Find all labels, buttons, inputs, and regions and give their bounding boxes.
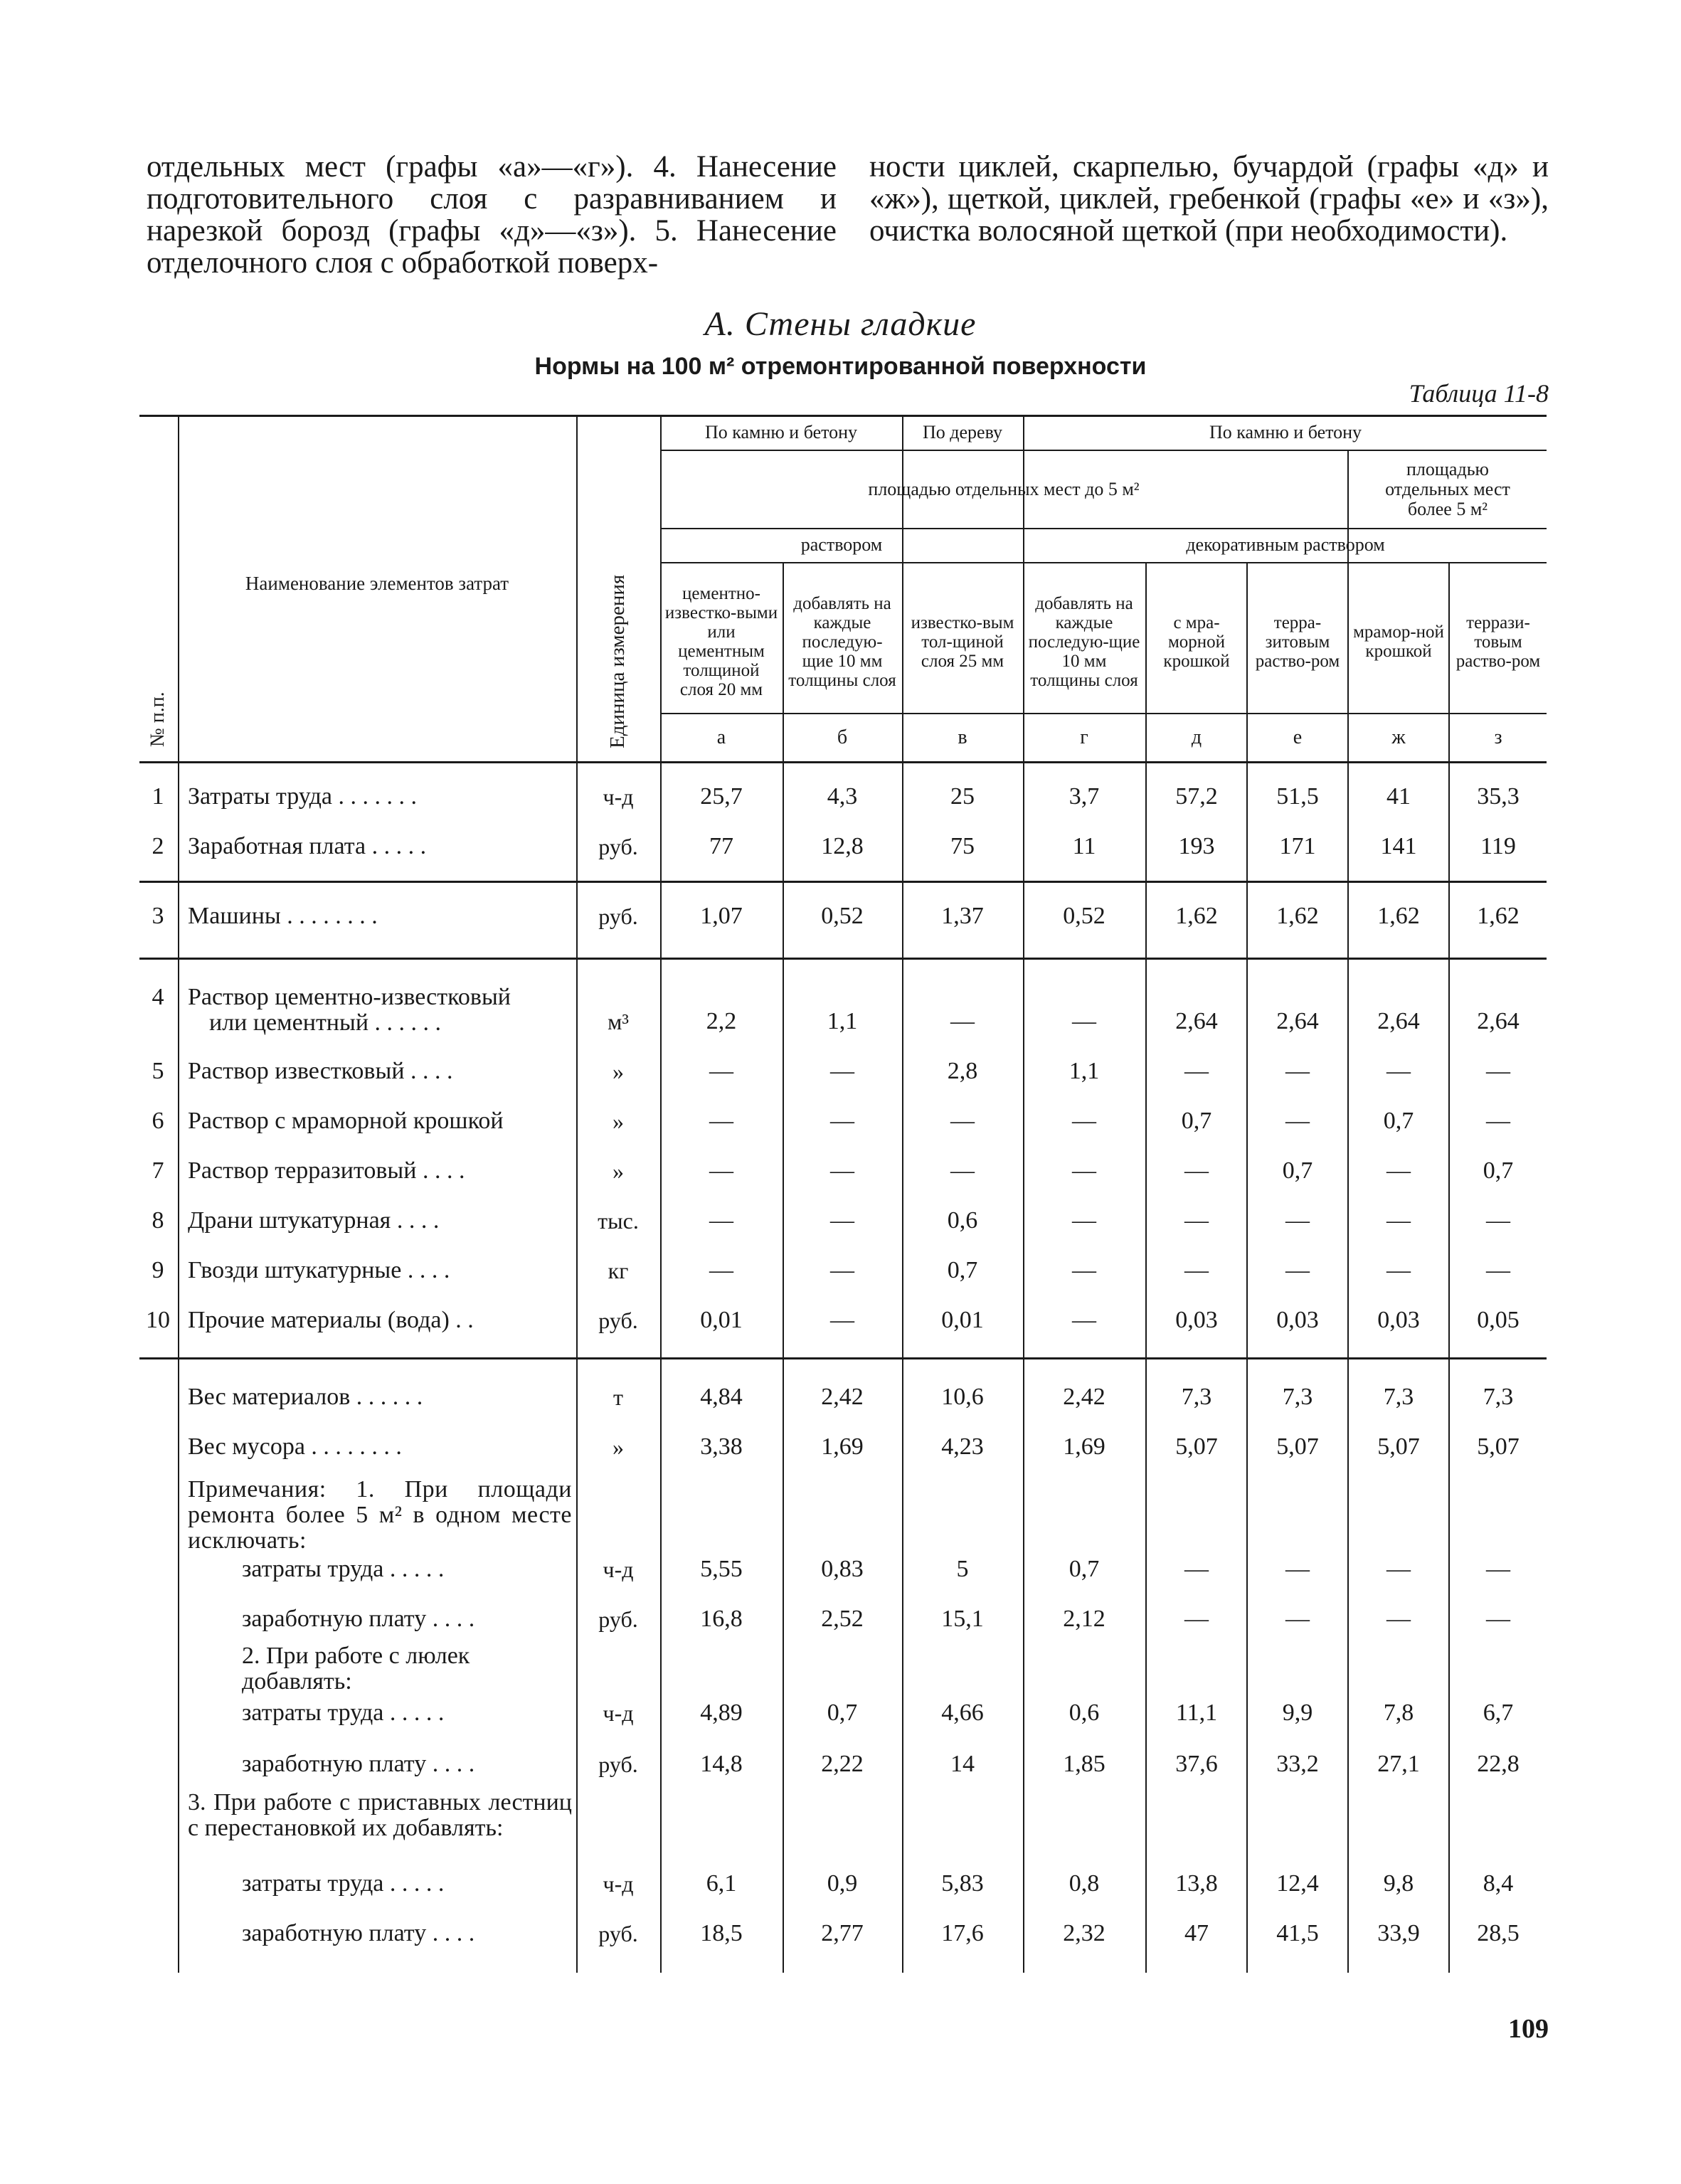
header-letter-д: д bbox=[1191, 726, 1202, 748]
row-value-д: — bbox=[1184, 1058, 1209, 1084]
header-group-stone-2: По камню и бетону bbox=[1209, 422, 1362, 442]
row-value-д: 2,64 bbox=[1175, 1008, 1218, 1034]
row-value-б: — bbox=[830, 1108, 854, 1134]
row-value-б: — bbox=[830, 1257, 854, 1283]
note-row-value-г: 1,85 bbox=[1063, 1751, 1105, 1777]
note-row-value-з: 6,7 bbox=[1483, 1700, 1514, 1726]
row-unit: кг bbox=[608, 1258, 629, 1283]
row-value-д: — bbox=[1184, 1207, 1209, 1234]
row-value-б: — bbox=[830, 1307, 854, 1333]
note-row-value-з: 28,5 bbox=[1477, 1920, 1520, 1946]
header-letter-е: е bbox=[1293, 726, 1303, 748]
note-row-value-д: 37,6 bbox=[1175, 1751, 1218, 1777]
note-row-value-б: 0,83 bbox=[821, 1556, 864, 1582]
row-value-е: — bbox=[1285, 1257, 1310, 1283]
row-unit: руб. bbox=[598, 903, 638, 929]
header-letter-з: з bbox=[1494, 726, 1502, 748]
intro-right-column: ности циклей, скарпелью, бучардой (графы «д» и «ж»), щеткой, циклей, гребенкой (графы «е» и «з»), очистка волосяной щеткой (при необходимости). bbox=[869, 150, 1549, 248]
note-row-name: затраты труда . . . . . bbox=[242, 1700, 445, 1726]
header-deco-mortar: декоративным раствором bbox=[1186, 534, 1385, 555]
row-name: Раствор с мраморной крошкой bbox=[188, 1108, 504, 1134]
row-name: Заработная плата . . . . . bbox=[188, 834, 427, 859]
row-value-а: 1,07 bbox=[700, 903, 743, 929]
row-number: 2 bbox=[152, 833, 164, 859]
note-2-title: 2. При работе с люлек добавлять: bbox=[242, 1643, 470, 1695]
note-row-value-а: 14,8 bbox=[700, 1751, 743, 1777]
row-value-в: 75 bbox=[950, 833, 975, 859]
note-row-value-ж: 27,1 bbox=[1377, 1751, 1420, 1777]
vline-num bbox=[178, 415, 179, 1973]
note-row-value-д: — bbox=[1184, 1606, 1209, 1632]
note-row-value-ж: — bbox=[1386, 1556, 1411, 1582]
row-name: Вес материалов . . . . . . bbox=[188, 1384, 423, 1410]
note-row-value-з: — bbox=[1486, 1556, 1510, 1582]
header-mortar: раствором bbox=[800, 534, 883, 555]
row-value-а: 25,7 bbox=[700, 783, 743, 810]
note-row-unit: ч-д bbox=[603, 1557, 634, 1582]
note-row-value-з: 8,4 bbox=[1483, 1870, 1514, 1897]
row-value-г: 11 bbox=[1072, 833, 1096, 859]
row-value-ж: 0,03 bbox=[1377, 1307, 1420, 1333]
row-value-з: 0,7 bbox=[1483, 1157, 1514, 1184]
row-value-а: — bbox=[709, 1157, 733, 1184]
table-number: Таблица 11-8 bbox=[1409, 379, 1549, 408]
row-number: 7 bbox=[152, 1157, 164, 1184]
note-row-value-ж: — bbox=[1386, 1606, 1411, 1632]
note-row-value-з: 22,8 bbox=[1477, 1751, 1520, 1777]
note-row-value-б: 2,52 bbox=[821, 1606, 864, 1632]
header-rule-3 bbox=[660, 562, 1547, 563]
row-value-б: 2,42 bbox=[821, 1384, 864, 1410]
row-name: Раствор цементно-известковый bbox=[188, 985, 511, 1010]
row-value-г: — bbox=[1072, 1108, 1096, 1134]
row-value-д: — bbox=[1184, 1157, 1209, 1184]
row-value-в: 25 bbox=[950, 783, 975, 810]
row-value-а: — bbox=[709, 1108, 733, 1134]
row-unit: руб. bbox=[598, 1308, 638, 1333]
row-unit: » bbox=[613, 1434, 624, 1460]
row-value-з: 2,64 bbox=[1477, 1008, 1520, 1034]
row-value-б: 12,8 bbox=[821, 833, 864, 859]
row-number: 9 bbox=[152, 1257, 164, 1283]
header-unit: Единица измерения bbox=[606, 574, 629, 748]
row-value-в: 0,01 bbox=[941, 1307, 984, 1333]
row-value-д: — bbox=[1184, 1257, 1209, 1283]
row-value-г: — bbox=[1072, 1307, 1096, 1333]
note-row-value-б: 2,22 bbox=[821, 1751, 864, 1777]
note-row-unit: руб. bbox=[598, 1751, 638, 1777]
row-value-в: 2,8 bbox=[947, 1058, 978, 1084]
note-row-name: заработную плату . . . . bbox=[242, 1606, 475, 1632]
norms-title: Нормы на 100 м² отремонтированной поверхности bbox=[534, 353, 1147, 380]
rule-after-row10 bbox=[139, 1357, 1547, 1359]
row-value-б: 4,3 bbox=[827, 783, 858, 810]
note-row-unit: руб. bbox=[598, 1606, 638, 1632]
row-value-ж: 2,64 bbox=[1377, 1008, 1420, 1034]
row-name: Затраты труда . . . . . . . bbox=[188, 784, 418, 810]
header-col-г: добавлять на каждые последую-щие 10 мм толщины слоя bbox=[1028, 593, 1140, 690]
note-row-unit: ч-д bbox=[603, 1871, 634, 1897]
note-row-value-а: 4,89 bbox=[700, 1700, 743, 1726]
row-unit: м³ bbox=[608, 1009, 629, 1034]
row-value-а: 77 bbox=[709, 833, 733, 859]
row-value-д: 0,03 bbox=[1175, 1307, 1218, 1333]
row-value-е: 51,5 bbox=[1276, 783, 1319, 810]
row-value-ж: — bbox=[1386, 1058, 1411, 1084]
row-value-з: 7,3 bbox=[1483, 1384, 1514, 1410]
note-row-value-е: 33,2 bbox=[1276, 1751, 1319, 1777]
row-number: 10 bbox=[146, 1307, 170, 1333]
row-value-а: — bbox=[709, 1257, 733, 1283]
note-row-value-е: 12,4 bbox=[1276, 1870, 1319, 1897]
row-value-з: — bbox=[1486, 1058, 1510, 1084]
rule-after-row2 bbox=[139, 881, 1547, 883]
header-col-в: известко-вым тол-щиной слоя 25 мм bbox=[911, 613, 1014, 671]
header-group-stone-1: По камню и бетону bbox=[704, 422, 858, 442]
row-value-а: 2,2 bbox=[706, 1008, 737, 1034]
note-row-unit: руб. bbox=[598, 1921, 638, 1946]
row-name: Вес мусора . . . . . . . . bbox=[188, 1434, 402, 1460]
row-name: Машины . . . . . . . . bbox=[188, 903, 378, 929]
note-row-value-г: 0,6 bbox=[1068, 1700, 1100, 1726]
row-value-а: — bbox=[709, 1058, 733, 1084]
row-value-г: — bbox=[1072, 1257, 1096, 1283]
note-row-value-а: 16,8 bbox=[700, 1606, 743, 1632]
row-value-з: — bbox=[1486, 1108, 1510, 1134]
row-value-д: 57,2 bbox=[1175, 783, 1218, 810]
note-row-value-е: — bbox=[1285, 1606, 1310, 1632]
row-unit: ч-д bbox=[603, 784, 634, 810]
note-row-value-ж: 33,9 bbox=[1377, 1920, 1420, 1946]
header-letter-в: в bbox=[958, 726, 967, 748]
header-letter-ж: ж bbox=[1391, 726, 1406, 748]
note-row-name: заработную плату . . . . bbox=[242, 1751, 475, 1777]
row-value-в: 0,7 bbox=[947, 1257, 978, 1283]
note-row-value-д: — bbox=[1184, 1556, 1209, 1582]
row-value-ж: 0,7 bbox=[1383, 1108, 1414, 1134]
row-value-ж: 41 bbox=[1386, 783, 1411, 810]
row-number: 8 bbox=[152, 1207, 164, 1234]
row-value-б: 1,69 bbox=[821, 1433, 864, 1460]
row-value-в: 1,37 bbox=[941, 903, 984, 929]
note-row-value-а: 18,5 bbox=[700, 1920, 743, 1946]
header-letter-а: а bbox=[716, 726, 726, 748]
row-value-а: 4,84 bbox=[700, 1384, 743, 1410]
row-value-е: 2,64 bbox=[1276, 1008, 1319, 1034]
header-col-ж: мрамор-ной крошкой bbox=[1353, 622, 1444, 661]
note-row-value-д: 11,1 bbox=[1175, 1700, 1218, 1726]
row-value-а: — bbox=[709, 1207, 733, 1234]
note-row-value-б: 2,77 bbox=[821, 1920, 864, 1946]
note-row-value-в: 14 bbox=[950, 1751, 975, 1777]
row-value-г: 1,69 bbox=[1063, 1433, 1105, 1460]
row-value-ж: 5,07 bbox=[1377, 1433, 1420, 1460]
note-row-value-в: 4,66 bbox=[941, 1700, 984, 1726]
row-name: Раствор известковый . . . . bbox=[188, 1059, 453, 1084]
row-unit: » bbox=[613, 1108, 624, 1134]
header-area-large: площадью отдельных мест более 5 м² bbox=[1385, 459, 1510, 519]
row-value-е: 0,03 bbox=[1276, 1307, 1319, 1333]
note-row-value-д: 13,8 bbox=[1175, 1870, 1218, 1897]
header-rule-1 bbox=[660, 450, 1547, 451]
row-value-в: — bbox=[950, 1108, 975, 1134]
row-name: Драни штукатурная . . . . bbox=[188, 1208, 440, 1234]
header-group-wood: По дереву bbox=[923, 422, 1002, 442]
row-unit: тыс. bbox=[598, 1208, 639, 1234]
section-title: А. Стены гладкие bbox=[704, 305, 977, 343]
row-name: Раствор терразитовый . . . . bbox=[188, 1158, 465, 1184]
row-value-з: 1,62 bbox=[1477, 903, 1520, 929]
row-unit: » bbox=[613, 1158, 624, 1184]
row-value-е: 1,62 bbox=[1276, 903, 1319, 929]
row-unit: руб. bbox=[598, 834, 638, 859]
row-unit: т bbox=[613, 1384, 623, 1410]
row-value-е: — bbox=[1285, 1207, 1310, 1234]
header-col-е: терра-зитовым раство-ром bbox=[1255, 613, 1340, 671]
header-col-з: террази-товым раство-ром bbox=[1455, 613, 1541, 671]
row-value-е: — bbox=[1285, 1108, 1310, 1134]
row-value-ж: 141 bbox=[1380, 833, 1417, 859]
note-row-name: заработную плату . . . . bbox=[242, 1921, 475, 1946]
row-value-г: 1,1 bbox=[1068, 1058, 1100, 1084]
row-value-ж: — bbox=[1386, 1257, 1411, 1283]
row-value-ж: — bbox=[1386, 1157, 1411, 1184]
note-row-value-е: — bbox=[1285, 1556, 1310, 1582]
note-row-value-б: 0,7 bbox=[827, 1700, 858, 1726]
note-row-value-г: 0,7 bbox=[1068, 1556, 1100, 1582]
row-name: Гвозди штукатурные . . . . bbox=[188, 1258, 450, 1283]
rule-after-row3 bbox=[139, 958, 1547, 960]
note-row-value-д: 47 bbox=[1184, 1920, 1209, 1946]
row-name: Прочие материалы (вода) . . bbox=[188, 1308, 474, 1333]
vline-name bbox=[576, 415, 578, 1973]
row-value-б: 1,1 bbox=[827, 1008, 858, 1034]
row-value-д: 7,3 bbox=[1181, 1384, 1212, 1410]
note-row-value-а: 6,1 bbox=[706, 1870, 737, 1897]
row-value-г: 3,7 bbox=[1068, 783, 1100, 810]
row-value-г: — bbox=[1072, 1207, 1096, 1234]
row-value-б: — bbox=[830, 1157, 854, 1184]
note-row-value-г: 2,32 bbox=[1063, 1920, 1105, 1946]
row-value-в: — bbox=[950, 1157, 975, 1184]
note-row-value-в: 5 bbox=[956, 1556, 969, 1582]
note-row-value-в: 5,83 bbox=[941, 1870, 984, 1897]
note-row-value-ж: 9,8 bbox=[1383, 1870, 1414, 1897]
row-value-б: — bbox=[830, 1207, 854, 1234]
header-col-б: добавлять на каждые последую-щие 10 мм толщины слоя bbox=[788, 593, 896, 690]
header-num: № п.п. bbox=[147, 691, 169, 747]
note-1-title: Примечания: 1. При площади ремонта более 5 м² в одном месте исключать: bbox=[188, 1476, 572, 1554]
note-row-value-г: 2,12 bbox=[1063, 1606, 1105, 1632]
row-value-з: — bbox=[1486, 1207, 1510, 1234]
row-value-ж: — bbox=[1386, 1207, 1411, 1234]
note-row-value-в: 17,6 bbox=[941, 1920, 984, 1946]
header-col-а: цементно-известко-выми или цементным толщиной слоя 20 мм bbox=[664, 584, 778, 699]
row-value-з: — bbox=[1486, 1257, 1510, 1283]
row-value-е: 5,07 bbox=[1276, 1433, 1319, 1460]
row-unit: » bbox=[613, 1059, 624, 1084]
row-value-б: — bbox=[830, 1058, 854, 1084]
row-value-д: 5,07 bbox=[1175, 1433, 1218, 1460]
row-value-д: 1,62 bbox=[1175, 903, 1218, 929]
note-row-value-е: 9,9 bbox=[1282, 1700, 1313, 1726]
row-number: 3 bbox=[152, 903, 164, 929]
row-number: 5 bbox=[152, 1058, 164, 1084]
row-value-е: — bbox=[1285, 1058, 1310, 1084]
row-value-г: 0,52 bbox=[1063, 903, 1105, 929]
header-col-д: с мра-морной крошкой bbox=[1163, 613, 1230, 671]
row-number: 6 bbox=[152, 1108, 164, 1134]
row-value-з: 0,05 bbox=[1477, 1307, 1520, 1333]
row-value-г: — bbox=[1072, 1008, 1096, 1034]
page-number: 109 bbox=[1508, 2014, 1549, 2044]
intro-left-column: отдельных мест (графы «а»—«г»). 4. Нанесение подготовительного слоя с разравниванием и нарезкой борозд (графы «д»—«з»). 5. Нанесение отделочного слоя с обработкой поверх- bbox=[147, 150, 837, 280]
header-letter-г: г bbox=[1080, 726, 1088, 748]
row-value-г: 2,42 bbox=[1063, 1384, 1105, 1410]
note-row-value-б: 0,9 bbox=[827, 1870, 858, 1897]
row-value-д: 193 bbox=[1178, 833, 1215, 859]
header-name: Наименование элементов затрат bbox=[245, 573, 509, 594]
row-value-в: 10,6 bbox=[941, 1384, 984, 1410]
row-value-е: 0,7 bbox=[1282, 1157, 1313, 1184]
header-rule-4 bbox=[660, 713, 1547, 714]
note-row-value-з: — bbox=[1486, 1606, 1510, 1632]
row-value-д: 0,7 bbox=[1181, 1108, 1212, 1134]
row-value-з: 5,07 bbox=[1477, 1433, 1520, 1460]
row-value-в: 0,6 bbox=[947, 1207, 978, 1234]
row-value-в: 4,23 bbox=[941, 1433, 984, 1460]
note-row-value-а: 5,55 bbox=[700, 1556, 743, 1582]
note-row-value-е: 41,5 bbox=[1276, 1920, 1319, 1946]
row-value-г: — bbox=[1072, 1157, 1096, 1184]
row-number: 4 bbox=[152, 984, 164, 1010]
row-value-ж: 1,62 bbox=[1377, 903, 1420, 929]
row-value-б: 0,52 bbox=[821, 903, 864, 929]
row-value-з: 35,3 bbox=[1477, 783, 1520, 810]
row-value-е: 7,3 bbox=[1282, 1384, 1313, 1410]
note-row-value-в: 15,1 bbox=[941, 1606, 984, 1632]
note-row-value-г: 0,8 bbox=[1068, 1870, 1100, 1897]
row-value-а: 3,38 bbox=[700, 1433, 743, 1460]
header-area-small: площадью отдельных мест до 5 м² bbox=[868, 479, 1140, 499]
header-letter-б: б bbox=[837, 726, 848, 748]
note-row-name: затраты труда . . . . . bbox=[242, 1871, 445, 1897]
note-3-title: 3. При работе с приставных лестниц с перестановкой их добавлять: bbox=[188, 1789, 572, 1841]
row-value-ж: 7,3 bbox=[1383, 1384, 1414, 1410]
row-value-з: 119 bbox=[1480, 833, 1516, 859]
note-row-unit: ч-д bbox=[603, 1700, 634, 1726]
row-value-в: — bbox=[950, 1008, 975, 1034]
row-value-е: 171 bbox=[1279, 833, 1316, 859]
row-name-cont: или цементный . . . . . . bbox=[209, 1010, 442, 1036]
header-bottom-rule bbox=[139, 761, 1547, 763]
row-value-а: 0,01 bbox=[700, 1307, 743, 1333]
note-row-value-ж: 7,8 bbox=[1383, 1700, 1414, 1726]
note-row-name: затраты труда . . . . . bbox=[242, 1557, 445, 1582]
row-number: 1 bbox=[152, 783, 164, 810]
